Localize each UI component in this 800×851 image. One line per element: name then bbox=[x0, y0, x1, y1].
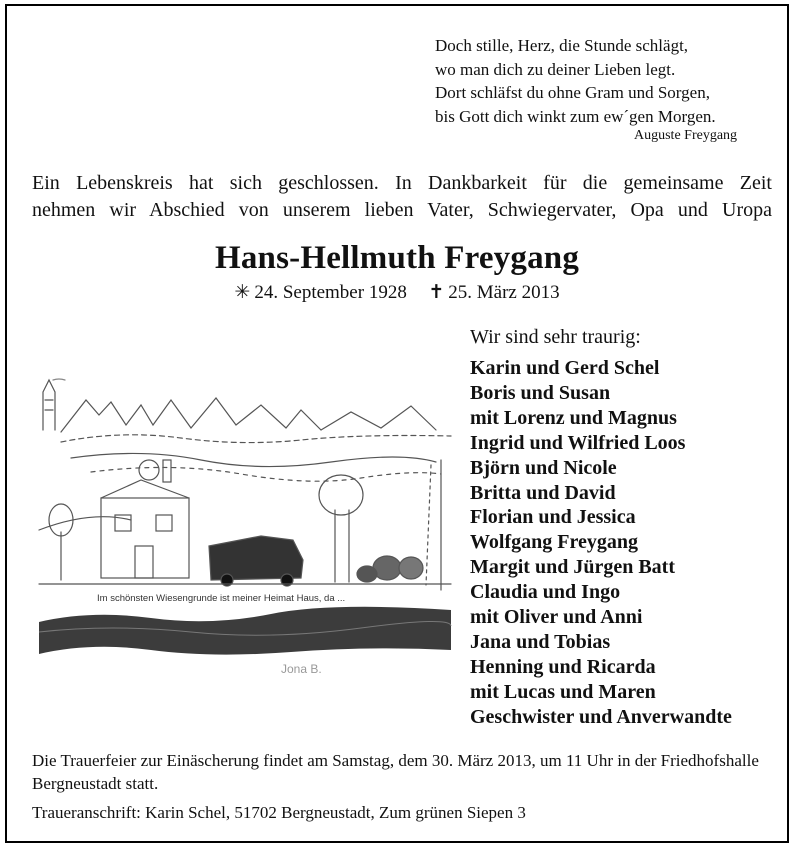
child-drawing bbox=[31, 370, 463, 680]
death-date: 25. März 2013 bbox=[448, 282, 560, 303]
mourner-name: Wolfgang Freygang bbox=[470, 531, 638, 554]
intro-line: nehmen wir Abschied von unserem lieben Vater, Schwiegervater, Opa und Uropa bbox=[32, 199, 772, 221]
mourner-name: Björn und Nicole bbox=[470, 456, 617, 479]
death-cross-icon: ✝ bbox=[428, 282, 445, 303]
mourner-name: mit Lucas und Maren bbox=[470, 680, 656, 703]
mourner-name: Britta und David bbox=[470, 481, 616, 504]
obituary-notice bbox=[5, 4, 789, 843]
mourners-heading: Wir sind sehr traurig: bbox=[470, 326, 641, 348]
mourning-address: Traueranschrift: Karin Schel, 51702 Bergneustadt, Zum grünen Siepen 3 bbox=[32, 803, 526, 822]
drawing-signature: Jona B. bbox=[281, 662, 322, 676]
mourner-name: Margit und Jürgen Batt bbox=[470, 556, 675, 579]
poem-line: Dort schläfst du ohne Gram und Sorgen, bbox=[435, 83, 710, 102]
poem-line: wo man dich zu deiner Lieben legt. bbox=[435, 59, 676, 79]
mourner-name: mit Lorenz und Magnus bbox=[470, 406, 677, 429]
mourner-name: Claudia und Ingo bbox=[470, 581, 621, 604]
poem-line: bis Gott dich winkt zum ew´gen Morgen. bbox=[435, 106, 716, 126]
mourner-name: Boris und Susan bbox=[470, 381, 611, 404]
drawing-caption: Im schönsten Wiesengrunde ist meiner Heimat Haus, da ... bbox=[97, 593, 346, 604]
mourner-name: Florian und Jessica bbox=[470, 506, 636, 529]
poem-line: Doch stille, Herz, die Stunde schlägt, bbox=[435, 36, 689, 55]
birth-star-icon: ✳ bbox=[234, 282, 251, 303]
funeral-service-text: Die Trauerfeier zur Einäscherung findet am Samstag, dem 30. März 2013, um 11 Uhr in der Friedhofshalle Bergneustadt statt. bbox=[32, 751, 759, 793]
mourner-name: Jana und Tobias bbox=[470, 630, 611, 653]
intro-line: Ein Lebenskreis hat sich geschlossen. In Dankbarkeit für die gemeinsame Zeit bbox=[32, 172, 772, 194]
life-dates bbox=[7, 281, 787, 304]
mourners-list bbox=[470, 356, 732, 730]
river bbox=[39, 607, 451, 655]
mourner-name: Henning und Ricarda bbox=[470, 655, 656, 678]
poem-author: Auguste Freygang bbox=[634, 128, 738, 143]
poem bbox=[435, 34, 716, 128]
mourner-name: Karin und Gerd Schel bbox=[470, 357, 660, 379]
birth-date: 24. September 1928 bbox=[254, 282, 407, 303]
intro-text bbox=[32, 170, 772, 224]
mourner-name: Ingrid und Wilfried Loos bbox=[470, 431, 686, 454]
mourner-name: mit Oliver und Anni bbox=[470, 606, 643, 629]
mourner-name: Geschwister und Anverwandte bbox=[470, 705, 732, 728]
deceased-name: Hans-Hellmuth Freygang bbox=[214, 240, 580, 276]
